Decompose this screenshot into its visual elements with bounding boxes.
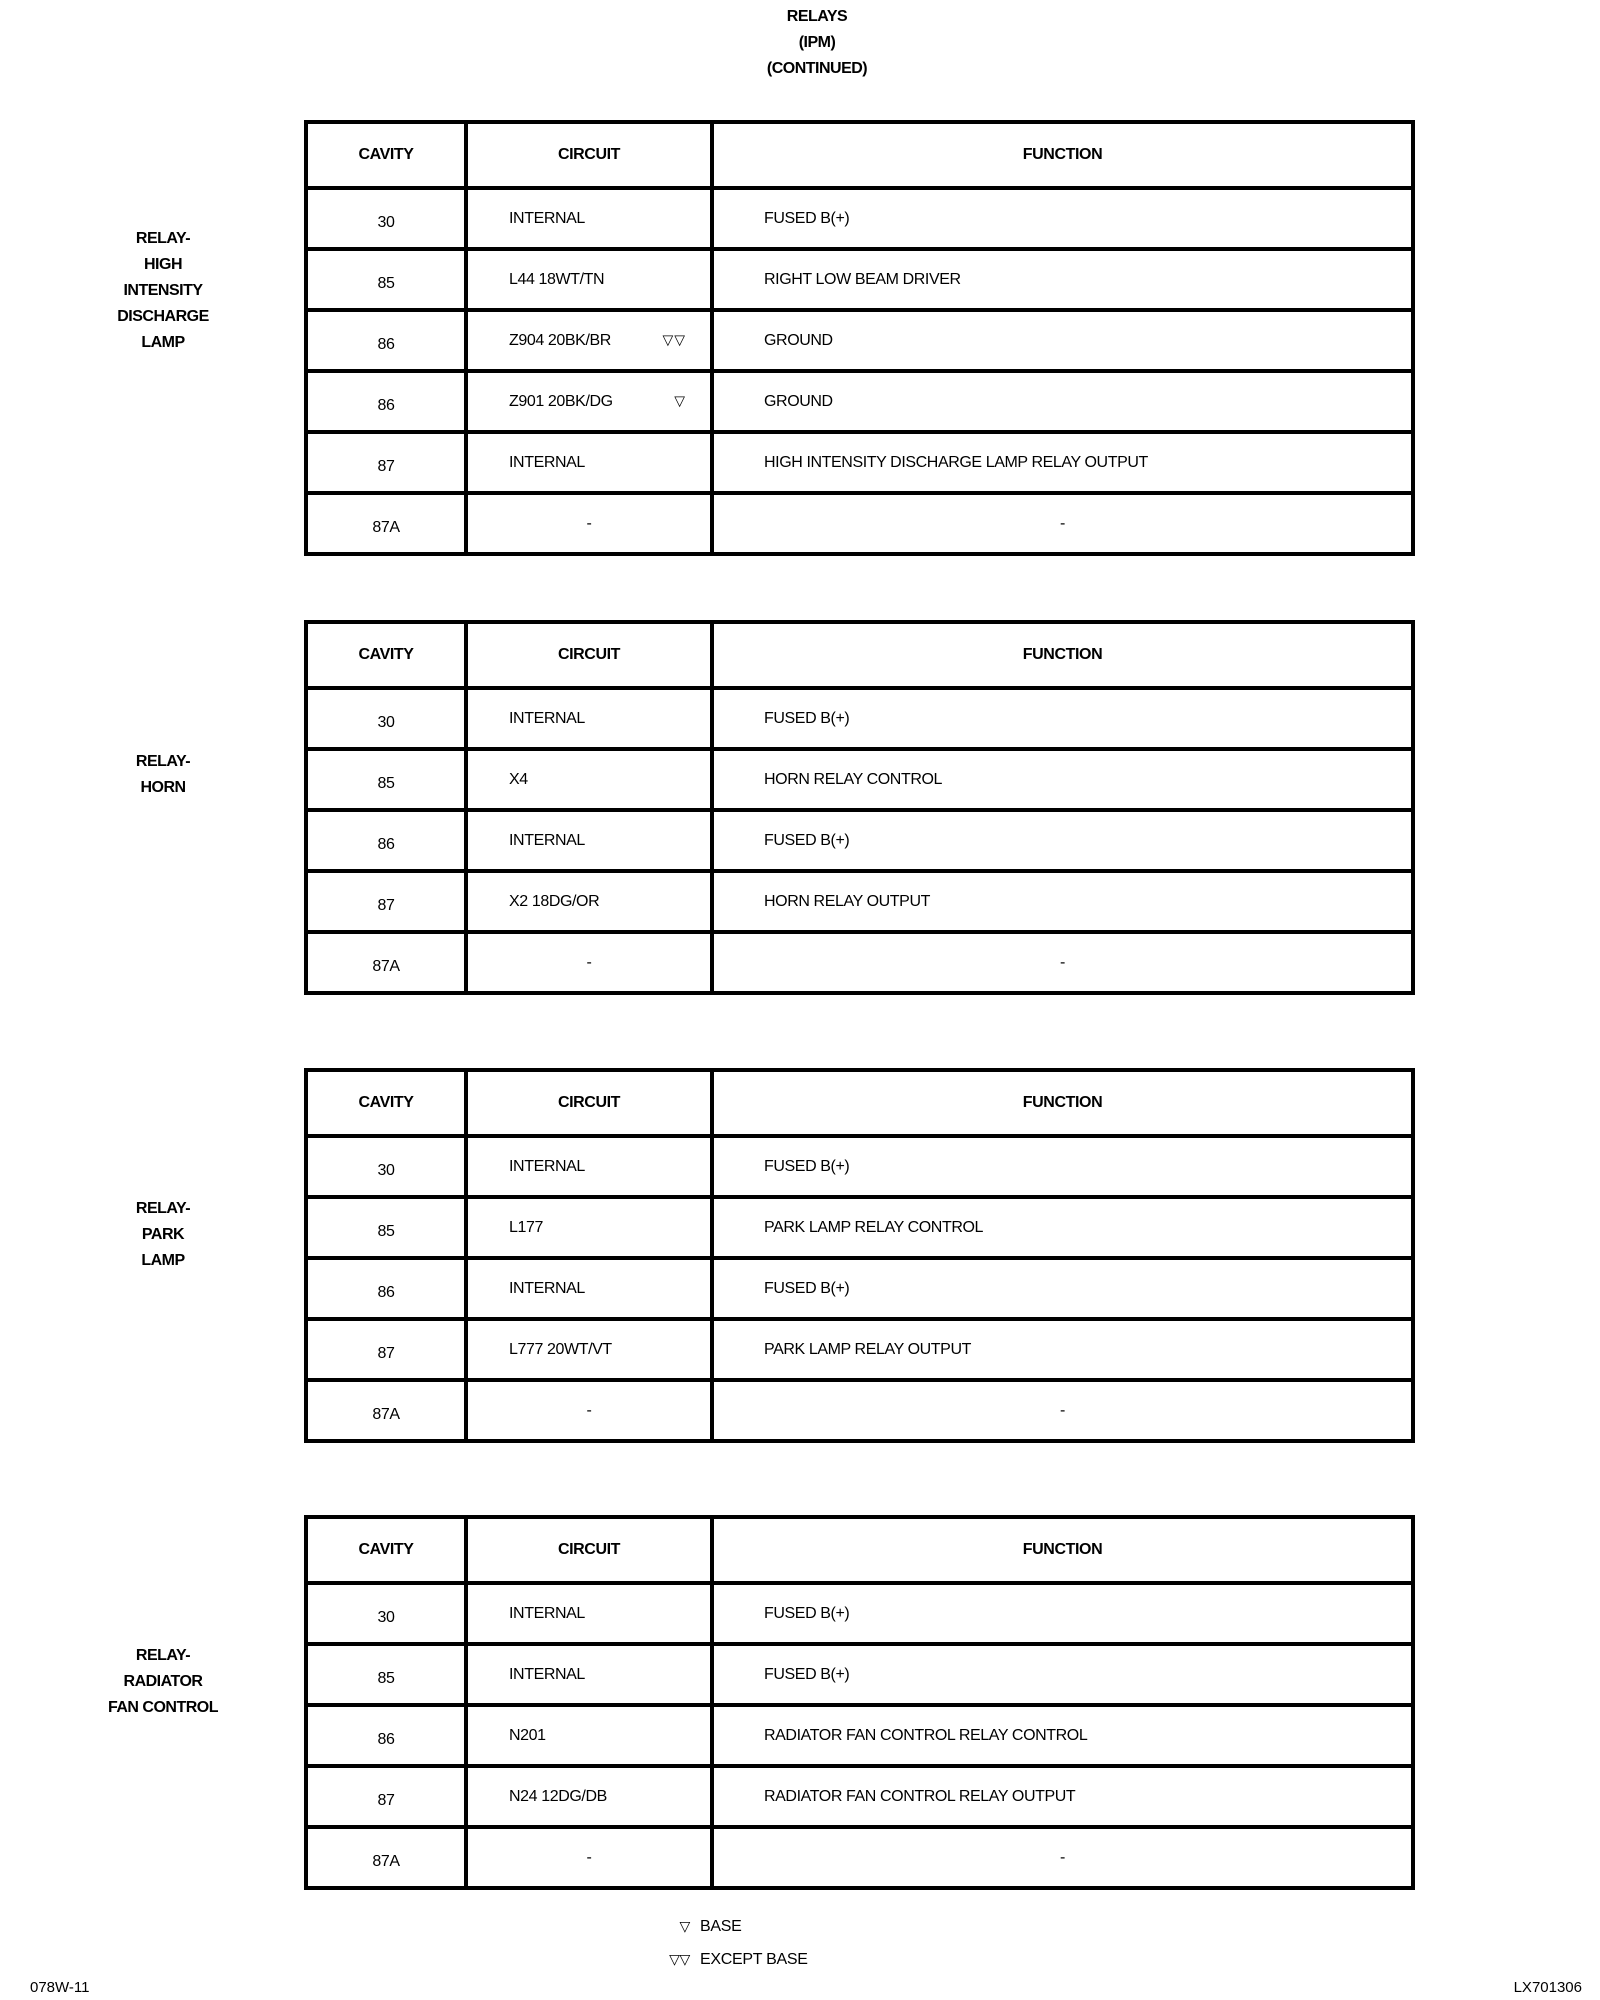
cell-circuit: INTERNAL	[466, 688, 712, 749]
table-row	[306, 310, 1413, 371]
relay-label-line: LAMP	[141, 334, 185, 351]
cell-function: FUSED B(+)	[712, 188, 1413, 249]
cell-function: PARK LAMP RELAY CONTROL	[712, 1197, 1413, 1258]
cell-function: PARK LAMP RELAY OUTPUT	[712, 1319, 1413, 1380]
connector-table-radiator-fan	[304, 1515, 1415, 1890]
relay-label-line: DISCHARGE	[117, 308, 209, 325]
cell-circuit: X4	[466, 749, 712, 810]
cell-function: RADIATOR FAN CONTROL RELAY OUTPUT	[712, 1766, 1413, 1827]
legend-base	[660, 1918, 742, 1936]
cell-function: -	[1060, 1848, 1065, 1866]
table-row	[306, 1258, 1413, 1319]
legend-except-base	[660, 1951, 808, 1969]
header-cavity: CAVITY	[306, 1517, 466, 1583]
cell-cavity: 86	[306, 810, 466, 871]
cell-cavity: 87A	[306, 1380, 466, 1441]
cell-cavity: 85	[306, 1644, 466, 1705]
cell-circuit: X2 18DG/OR	[466, 871, 712, 932]
cell-cavity: 86	[306, 371, 466, 432]
base-marker-icon: ▽	[674, 392, 686, 409]
title-line-ipm: (IPM)	[798, 34, 836, 51]
cell-circuit	[466, 371, 712, 432]
legend-except-base-label: EXCEPT BASE	[700, 1951, 808, 1968]
relay-label-line: RADIATOR	[123, 1673, 203, 1690]
cell-circuit	[466, 249, 712, 310]
cell-function: -	[1060, 514, 1065, 532]
cell-cavity: 30	[306, 688, 466, 749]
cell-function: HIGH INTENSITY DISCHARGE LAMP RELAY OUTPUT	[712, 432, 1413, 493]
cell-cavity: 87	[306, 1766, 466, 1827]
table-header-row	[306, 1517, 1413, 1583]
relay-label-line: HORN	[140, 779, 186, 796]
cell-circuit: L177	[466, 1197, 712, 1258]
header-circuit: CIRCUIT	[466, 1070, 712, 1136]
except-base-marker-icon: ▽▽	[662, 331, 686, 348]
header-cavity: CAVITY	[306, 1070, 466, 1136]
cell-cavity: 30	[306, 188, 466, 249]
cell-function: FUSED B(+)	[712, 1258, 1413, 1319]
table-row	[306, 432, 1413, 493]
base-triangle-icon: ▽	[679, 1918, 690, 1934]
cell-circuit: -	[466, 1380, 712, 1441]
cell-cavity: 87	[306, 871, 466, 932]
relay-label-horn	[63, 749, 263, 801]
header-cavity: CAVITY	[306, 122, 466, 188]
cell-circuit	[466, 188, 712, 249]
title-line-continued: (CONTINUED)	[766, 60, 868, 77]
table-row	[306, 1197, 1413, 1258]
cell-cavity: 87A	[306, 932, 466, 993]
header-circuit: CIRCUIT	[466, 1517, 712, 1583]
relay-label-line: FAN CONTROL	[107, 1699, 219, 1716]
cell-circuit: INTERNAL	[466, 810, 712, 871]
header-function: FUNCTION	[712, 122, 1413, 188]
header-circuit: CIRCUIT	[466, 122, 712, 188]
cell-cavity: 85	[306, 749, 466, 810]
table-row	[306, 1380, 1413, 1441]
cell-circuit: -	[466, 932, 712, 993]
page-title	[0, 4, 1600, 82]
connector-table-park-lamp	[304, 1068, 1415, 1443]
table-row	[306, 1827, 1413, 1888]
cell-cavity: 87	[306, 432, 466, 493]
cell-cavity: 30	[306, 1583, 466, 1644]
table-row	[306, 749, 1413, 810]
header-circuit: CIRCUIT	[466, 622, 712, 688]
header-function: FUNCTION	[712, 1070, 1413, 1136]
cell-function: HORN RELAY OUTPUT	[712, 871, 1413, 932]
cell-circuit: L777 20WT/VT	[466, 1319, 712, 1380]
relay-label-park-lamp	[63, 1196, 263, 1274]
cell-cavity: 85	[306, 1197, 466, 1258]
relay-label-line: RELAY-	[135, 1647, 191, 1664]
table-row	[306, 871, 1413, 932]
cell-cavity: 86	[306, 310, 466, 371]
header-cavity: CAVITY	[306, 622, 466, 688]
relay-label-line: RELAY-	[135, 753, 191, 770]
except-base-triangle-icon: ▽▽	[669, 1951, 690, 1967]
table-row	[306, 810, 1413, 871]
circuit-text: L44 18WT/TN	[509, 270, 605, 288]
connector-table-hid-lamp	[304, 120, 1415, 556]
circuit-text: Z904 20BK/BR	[509, 331, 611, 349]
cell-circuit: -	[466, 493, 712, 554]
cell-function: RIGHT LOW BEAM DRIVER	[712, 249, 1413, 310]
table-row	[306, 932, 1413, 993]
cell-circuit	[466, 432, 712, 493]
table-header-row	[306, 122, 1413, 188]
table-row	[306, 1644, 1413, 1705]
cell-function: FUSED B(+)	[712, 1583, 1413, 1644]
relay-label-line: HIGH	[144, 256, 182, 273]
cell-cavity: 87A	[306, 493, 466, 554]
circuit-text: INTERNAL	[509, 209, 585, 227]
cell-circuit: -	[466, 1827, 712, 1888]
legend-base-label: BASE	[700, 1918, 742, 1935]
cell-function: HORN RELAY CONTROL	[712, 749, 1413, 810]
cell-cavity: 85	[306, 249, 466, 310]
cell-cavity: 86	[306, 1705, 466, 1766]
cell-circuit: INTERNAL	[466, 1258, 712, 1319]
table-row	[306, 1766, 1413, 1827]
cell-function: -	[1060, 1401, 1065, 1419]
relay-label-radiator-fan	[63, 1643, 263, 1721]
cell-function: RADIATOR FAN CONTROL RELAY CONTROL	[712, 1705, 1413, 1766]
header-function: FUNCTION	[712, 1517, 1413, 1583]
figure-code-right: LX701306	[1513, 1979, 1582, 1996]
cell-circuit	[466, 310, 712, 371]
relay-label-line: RELAY-	[135, 230, 191, 247]
circuit-text: INTERNAL	[509, 453, 585, 471]
table-row	[306, 249, 1413, 310]
cell-cavity: 87	[306, 1319, 466, 1380]
relay-label-line: INTENSITY	[123, 282, 203, 299]
cell-circuit: INTERNAL	[466, 1136, 712, 1197]
table-row	[306, 1136, 1413, 1197]
cell-cavity: 30	[306, 1136, 466, 1197]
figure-code-left: 078W-11	[30, 1979, 90, 1996]
cell-circuit: INTERNAL	[466, 1583, 712, 1644]
relay-label-line: RELAY-	[135, 1200, 191, 1217]
cell-circuit: INTERNAL	[466, 1644, 712, 1705]
table-row	[306, 1319, 1413, 1380]
relay-label-line: PARK	[141, 1226, 185, 1243]
table-header-row	[306, 622, 1413, 688]
table-row	[306, 688, 1413, 749]
cell-function: FUSED B(+)	[712, 1136, 1413, 1197]
relay-label-line: LAMP	[141, 1252, 185, 1269]
cell-function: -	[1060, 953, 1065, 971]
cell-function: FUSED B(+)	[712, 688, 1413, 749]
cell-circuit: N201	[466, 1705, 712, 1766]
table-row	[306, 1583, 1413, 1644]
relay-label-hid-lamp	[63, 226, 263, 356]
cell-function: GROUND	[712, 310, 1413, 371]
table-row	[306, 188, 1413, 249]
table-row	[306, 371, 1413, 432]
connector-table-horn	[304, 620, 1415, 995]
circuit-text: Z901 20BK/DG	[509, 392, 613, 410]
title-line-relays: RELAYS	[786, 8, 848, 25]
cell-cavity: 86	[306, 1258, 466, 1319]
table-row	[306, 1705, 1413, 1766]
table-header-row	[306, 1070, 1413, 1136]
header-function: FUNCTION	[712, 622, 1413, 688]
cell-function: FUSED B(+)	[712, 810, 1413, 871]
cell-circuit: N24 12DG/DB	[466, 1766, 712, 1827]
table-row	[306, 493, 1413, 554]
cell-function: FUSED B(+)	[712, 1644, 1413, 1705]
cell-function: GROUND	[712, 371, 1413, 432]
cell-cavity: 87A	[306, 1827, 466, 1888]
